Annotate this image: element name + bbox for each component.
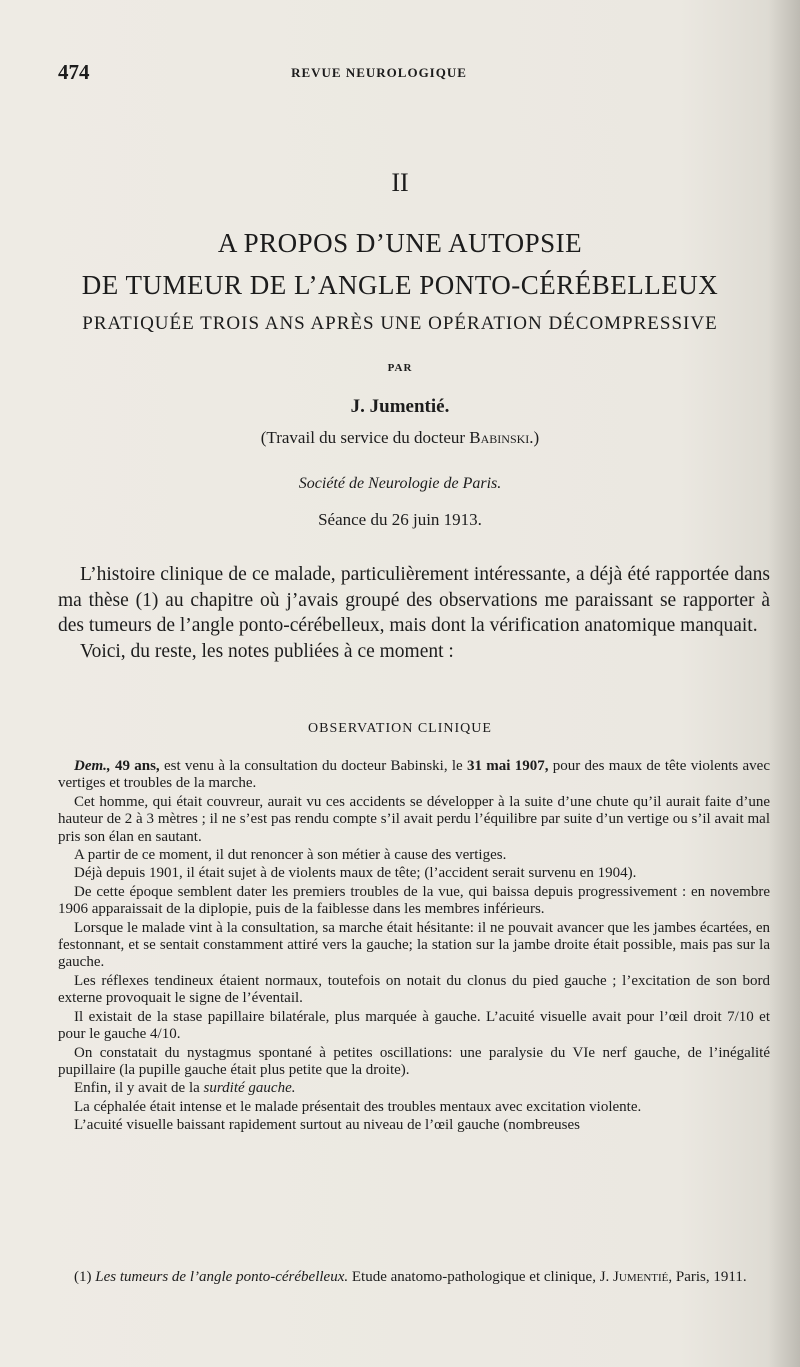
intro-paragraph: Voici, du reste, les notes publiées à ce moment : [80, 640, 454, 662]
affiliation [50, 428, 750, 448]
author-name: J. Jumentié. [350, 396, 450, 417]
observation-paragraph: De cette époque semblent dater les premiers troubles de la vue, qui baissa depuis progressivement : en novembre 1906 apparaissait de la diplopie, puis de la faiblesse dans les membres inférieurs. [58, 883, 770, 918]
footnote-author: J. Jumentié, [599, 1269, 673, 1285]
page-number: 474 [58, 60, 90, 84]
section-number: II [391, 168, 409, 197]
running-title: REVUE NEUROLOGIQUE [291, 65, 467, 80]
article-title-line-1: A PROPOS D’UNE AUTOPSIE [217, 228, 583, 258]
observation-paragraph: Lorsque le malade vint à la consultation, sa marche était hésitante: il ne pouvait avancer que les jambes écartées, en festonnant, et se sentait constamment attiré vers la gauche; la station sur la jambe droite était possible, mais pas sur la gauche. [58, 919, 770, 971]
observation-body [58, 758, 770, 1136]
observation-heading: OBSERVATION CLINIQUE [308, 721, 492, 736]
observation-paragraph: L’acuité visuelle baissant rapidement surtout au niveau de l’œil gauche (nombreuses [74, 1117, 580, 1134]
intro-text [58, 562, 770, 664]
footnote: (1) Les tumeurs de l’angle ponto-cérébelleux. Etude anatomo-pathologique et clinique, J. Jumentié, Paris, 1911. [74, 1269, 747, 1285]
patient-name: Dem., [74, 758, 111, 774]
footnote-title: Les tumeurs de l’angle ponto-cérébelleux. [95, 1269, 349, 1285]
footnote-marker: (1) [74, 1269, 92, 1285]
observation-paragraph: Dem., 49 ans, est venu à la consultation du docteur Babinski, le 31 mai 1907, pour des maux de tête violents avec vertiges et troubles de la marche. [58, 758, 770, 792]
observation-paragraph: Les réflexes tendineux étaient normaux, toutefois on notait du clonus du pied gauche ; l’excitation de son bord externe provoquait le signe de l’éventail. [58, 972, 770, 1007]
observation-paragraph: On constatait du nystagmus spontané à petites oscillations: une paralysie du VIe nerf gauche, de l’inégalité pupillaire (la pupille gauche était plus petite que la droite). [58, 1044, 770, 1078]
observation-paragraph: Cet homme, qui était couvreur, aurait vu ces accidents se développer à la suite d’une chute qu’il aurait faite d’une hauteur de 2 à 3 mètres ; il ne s’est pas rendu compte s’il avait perdu l’équilibre par suite d’un vertige ou s’il avait mal pris son élan en sautant. [58, 793, 770, 845]
article-title-line-2: DE TUMEUR DE L’ANGLE PONTO-CÉRÉBELLEUX [81, 270, 719, 300]
observation-paragraph: La céphalée était intense et le malade présentait des troubles mentaux avec excitation violente. [74, 1098, 642, 1115]
observation-paragraph: Il existait de la stase papillaire bilatérale, plus marquée à gauche. L’acuité visuelle avait pour l’œil droit 7/10 et pour le gauche 4/10. [58, 1008, 770, 1043]
observation-paragraph: Déjà depuis 1901, il était sujet à de violents maux de tête; (l’accident serait survenu en 1904). [74, 865, 637, 882]
society-name: Société de Neurologie de Paris. [298, 475, 502, 492]
observation-paragraph: A partir de ce moment, il dut renoncer à son métier à cause des vertiges. [74, 847, 507, 864]
observation-paragraph: Enfin, il y avait de la surdité gauche. [74, 1080, 296, 1097]
affiliation-prefix: (Travail du service du docteur [260, 428, 470, 447]
session-date: Séance du 26 juin 1913. [318, 510, 482, 529]
consultation-date: 31 mai 1907, [466, 758, 549, 774]
intro-paragraph: L’histoire clinique de ce malade, particulièrement intéressante, a déjà été rapportée dans ma thèse (1) au chapitre où j’avais groupé des observations me paraissant se rapporter à des tumeurs de l’angle ponto-cérébelleux, mais dont la vérification anatomique manquait. [58, 564, 770, 636]
article-subtitle: PRATIQUÉE TROIS ANS APRÈS UNE OPÉRATION DÉCOMPRESSIVE [82, 313, 718, 334]
affiliation-name: Babinski. [469, 428, 534, 447]
affiliation-suffix: ) [533, 428, 540, 447]
deafness-term: surdité gauche. [203, 1080, 296, 1097]
patient-age: 49 ans, [114, 758, 160, 774]
page-header [58, 60, 700, 84]
by-line-label: PAR [387, 362, 413, 374]
